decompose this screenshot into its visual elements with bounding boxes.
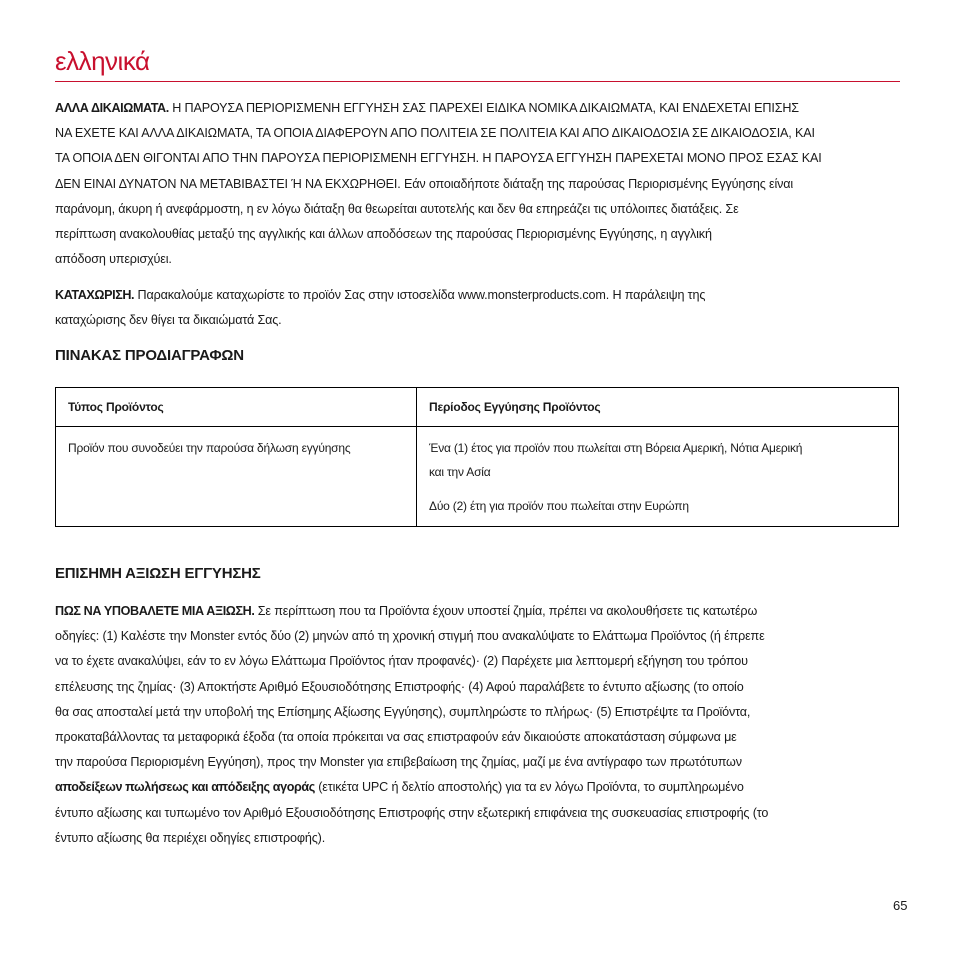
header-product-type: Τύπος Προϊόντος — [56, 388, 417, 427]
claim-label: ΠΩΣ ΝΑ ΥΠΟΒΑΛΕΤΕ ΜΙΑ ΑΞΙΩΣΗ. — [55, 604, 255, 618]
cell-product-type: Προϊόν που συνοδεύει την παρούσα δήλωση εγγύησης — [56, 427, 417, 527]
header-warranty-period: Περίοδος Εγγύησης Προϊόντος — [417, 388, 899, 427]
claim-paragraph: ΠΩΣ ΝΑ ΥΠΟΒΑΛΕΤΕ ΜΙΑ ΑΞΙΩΣΗ. Σε περίπτωση που τα Προϊόντα έχουν υποστεί ζημία, πρέπει να ακολουθήσετε τις κατωτέρω οδηγίες: (1) Καλέστε την Monster εντός δύο (2) μηνών από τη χρονική στιγμή που ανακαλύψατε το Ελάττωμα Προϊόντος (ή έπρεπε να το έχετε ανακαλύψει, εάν το εν λόγω Ελάττωμα Προϊόντος ήταν προφανές)· (2) Παρέχετε μια λεπτομερή εξήγηση του τρόπου επέλευσης της ζημίας· (3) Αποκτήστε Αριθμό Εξουσιοδότησης Επιστροφής· (4) Αφού παραλάβετε το έντυπο αξίωσης (το οποίο θα σας αποσταλεί μετά την υποβολή της Επίσημης Αξίωσης Εγγύησης), συμπληρώστε το πλήρως· (5) Επιστρέψτε τα Προϊόντα, προκαταβάλλοντας τα μεταφορικά έξοδα (τα οποία πρόκειται να σας επιστραφούν εάν δικαιούστε αποκατάσταση σύμφωνα με την παρούσα Περιορισμένη Εγγύηση), προς την Monster για επιβεβαίωση της ζημίας, μαζί με ένα αντίγραφο των πρωτότυπων αποδείξεων πωλήσεως και απόδειξης αγοράς (ετικέτα UPC ή δελτίο αποστολής) για τα εν λόγω Προϊόντα, το συμπληρωμένο έντυπο αξίωσης και τυπωμένο τον Αριθμό Εξουσιοδότησης Επιστροφής στην εξωτερική επιφάνεια της συσκευασίας επιστροφής (το έντυπο αξίωσης θα περιέχει οδηγίες επιστροφής). — [55, 604, 769, 845]
table-row — [56, 427, 899, 527]
claim-heading: ΕΠΙΣΗΜΗ ΑΞΙΩΣΗ ΕΓΓΥΗΣΗΣ — [55, 565, 261, 582]
spec-heading: ΠΙΝΑΚΑΣ ΠΡΟΔΙΑΓΡΑΦΩΝ — [55, 347, 244, 364]
page-number: 65 — [893, 898, 908, 913]
registration-paragraph: ΚΑΤΑΧΩΡΙΣΗ. Παρακαλούμε καταχωρίστε το προϊόν Σας στην ιστοσελίδα www.monsterproducts.com. Η παράλειψη της καταχώρισης δεν θίγει τα δικαιώματά Σας. — [55, 288, 706, 328]
other-rights-paragraph: ΑΛΛΑ ΔΙΚΑΙΩΜΑΤΑ. Η ΠΑΡΟΥΣΑ ΠΕΡΙΟΡΙΣΜΕΝΗ ΕΓΓΥΗΣΗ ΣΑΣ ΠΑΡΕΧΕΙ ΕΙΔΙΚΑ ΝΟΜΙΚΑ ΔΙΚΑΙΩΜΑΤΑ, ΚΑΙ ΕΝΔΕΧΕΤΑΙ ΕΠΙΣΗΣ ΝΑ ΕΧΕΤΕ ΚΑΙ ΑΛΛΑ ΔΙΚΑΙΩΜΑΤΑ, ΤΑ ΟΠΟΙΑ ΔΙΑΦΕΡΟΥΝ ΑΠΟ ΠΟΛΙΤΕΙΑ ΣΕ ΠΟΛΙΤΕΙΑ ΚΑΙ ΑΠΟ ΔΙΚΑΙΟΔΟΣΙΑ ΣΕ ΔΙΚΑΙΟΔΟΣΙΑ, ΚΑΙ ΤΑ ΟΠΟΙΑ ΔΕΝ ΘΙΓΟΝΤΑΙ ΑΠΟ ΤΗΝ ΠΑΡΟΥΣΑ ΠΕΡΙΟΡΙΣΜΕΝΗ ΕΓΓΥΗΣΗ. Η ΠΑΡΟΥΣΑ ΕΓΓΥΗΣΗ ΠΑΡΕΧΕΤΑΙ ΜΟΝΟ ΠΡΟΣ ΕΣΑΣ ΚΑΙ ΔΕΝ ΕΙΝΑΙ ΔΥΝΑΤΟΝ ΝΑ ΜΕΤΑΒΙΒΑΣΤΕΙ Ή ΝΑ ΕΚΧΩΡΗΘΕΙ. Εάν οποιαδήποτε διάταξη της παρούσας Περιορισμένης Εγγύησης είναι παράνομη, άκυρη ή ανεφάρμοστη, η εν λόγω διάταξη θα θεωρείται αυτοτελής και δεν θα επηρεάζει τις υπόλοιπες διατάξεις. Σε περίπτωση ανακολουθίας μεταξύ της αγγλικής και άλλων αποδόσεων της παρούσας Περιορισμένης Εγγύησης, η αγγλική απόδοση υπερισχύει. — [55, 101, 822, 267]
spec-table — [55, 387, 899, 527]
registration-label: ΚΑΤΑΧΩΡΙΣΗ. — [55, 288, 135, 302]
cell-warranty-period: Ένα (1) έτος για προϊόν που πωλείται στη Βόρεια Αμερική, Νότια Αμερική και την Ασία Δύο (2) έτη για προϊόν που πωλείται στην Ευρώπη — [429, 441, 803, 513]
other-rights-label: ΑΛΛΑ ΔΙΚΑΙΩΜΑΤΑ. — [55, 101, 169, 115]
table-header-row — [56, 388, 899, 427]
language-title: ελληνικά — [55, 46, 150, 76]
title-rule — [55, 81, 900, 82]
proof-of-purchase-text: αποδείξεων πωλήσεως και απόδειξης αγοράς — [55, 780, 315, 795]
